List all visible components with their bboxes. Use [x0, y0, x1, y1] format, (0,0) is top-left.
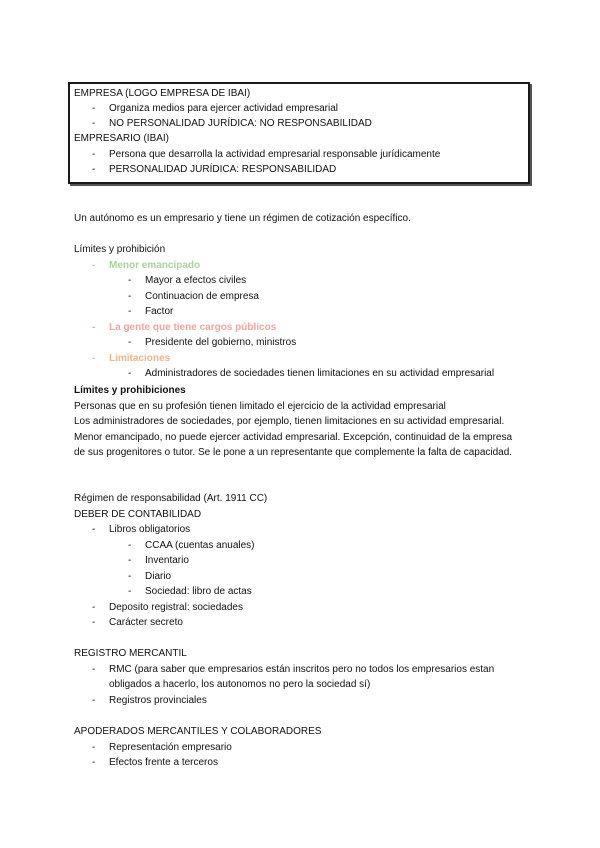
registro-title: REGISTRO MERCANTIL [74, 648, 187, 659]
contabilidad-title: DEBER DE CONTABILIDAD [74, 509, 202, 520]
bullet-dash: - [92, 524, 96, 535]
bullet-dash: - [92, 118, 96, 129]
bullet-dash: - [128, 571, 132, 582]
bullet-dash: - [92, 617, 96, 628]
menor-item: Mayor a efectos civiles [145, 275, 247, 286]
apoderados-title: APODERADOS MERCANTILES Y COLABORADORES [74, 726, 322, 737]
bullet-dash: - [92, 260, 96, 271]
cargos-item: Presidente del gobierno, ministros [145, 337, 297, 348]
paragraph-line: Los administradores de sociedades, por ejemplo, tienen limitaciones en su actividad empresarial. [74, 416, 505, 427]
apoderados-item: Efectos frente a terceros [109, 757, 218, 768]
libros-subitem: Sociedad: libro de actas [145, 586, 252, 597]
empresa-item: Organiza medios para ejercer actividad empresarial [109, 103, 338, 114]
bullet-dash: - [128, 555, 132, 566]
paragraph-line: Personas que en su profesión tienen limitado el ejercicio de la actividad empresarial [74, 401, 446, 412]
paragraph-line: de sus progenitores o tutor. Se le pone a un representante que complemente la falta de capacidad. [74, 447, 513, 458]
empresario-item: Persona que desarrolla la actividad empresarial responsable jurídicamente [109, 149, 441, 160]
bullet-dash: - [92, 664, 96, 675]
bullet-dash: - [92, 353, 96, 364]
bullet-dash: - [128, 337, 132, 348]
menor-item: Continuacion de empresa [145, 291, 259, 302]
bullet-dash: - [92, 602, 96, 613]
bullet-dash: - [92, 757, 96, 768]
bullet-dash: - [92, 695, 96, 706]
libros-item: Libros obligatorios [109, 524, 191, 535]
bullet-dash: - [128, 540, 132, 551]
limites-title: Límites y prohibición [74, 244, 166, 255]
libros-subitem: Inventario [145, 555, 189, 566]
bullet-dash: - [128, 306, 132, 317]
deposito-item: Deposito registral: sociedades [109, 602, 243, 613]
menor-label: Menor emancipado [109, 260, 201, 271]
secreto-item: Carácter secreto [109, 617, 183, 628]
limitaciones-item: Administradores de sociedades tienen limitaciones en su actividad empresarial [145, 368, 495, 379]
bullet-dash: - [92, 322, 96, 333]
regimen-title: Régimen de responsabilidad (Art. 1911 CC) [74, 493, 268, 504]
empresa-heading: EMPRESA (LOGO EMPRESA DE IBAI) [74, 88, 251, 99]
intro-text: Un autónomo es un empresario y tiene un régimen de cotización específico. [74, 213, 411, 224]
libros-subitem: CCAA (cuentas anuales) [145, 540, 255, 551]
rmc-item-continued: obligados a hacerlo, los autonomos no pero la sociedad sí) [109, 679, 371, 690]
menor-item: Factor [145, 306, 174, 317]
empresario-item: PERSONALIDAD JURÍDICA: RESPONSABILIDAD [109, 164, 337, 175]
provinciales-item: Registros provinciales [109, 695, 207, 706]
cargos-label: La gente que tiene cargos públicos [109, 322, 277, 333]
limites-bold-title: Límites y prohibiciones [74, 385, 186, 396]
apoderados-item: Representación empresario [109, 742, 232, 753]
bullet-dash: - [92, 149, 96, 160]
paragraph-line: Menor emancipado, no puede ejercer actividad empresarial. Excepción, continuidad de la empresa [74, 432, 513, 443]
empresario-heading: EMPRESARIO (IBAI) [74, 133, 170, 144]
rmc-item: RMC (para saber que empresarios están inscritos pero no todos los empresarios estan [109, 664, 495, 675]
bullet-dash: - [128, 275, 132, 286]
bullet-dash: - [92, 742, 96, 753]
bullet-dash: - [128, 291, 132, 302]
empresa-item: NO PERSONALIDAD JURÍDICA: NO RESPONSABILIDAD [109, 118, 372, 129]
bullet-dash: - [128, 586, 132, 597]
libros-subitem: Diario [145, 571, 172, 582]
bullet-dash: - [92, 164, 96, 175]
limitaciones-label: Limitaciones [109, 353, 171, 364]
bullet-dash: - [128, 368, 132, 379]
bullet-dash: - [92, 103, 96, 114]
